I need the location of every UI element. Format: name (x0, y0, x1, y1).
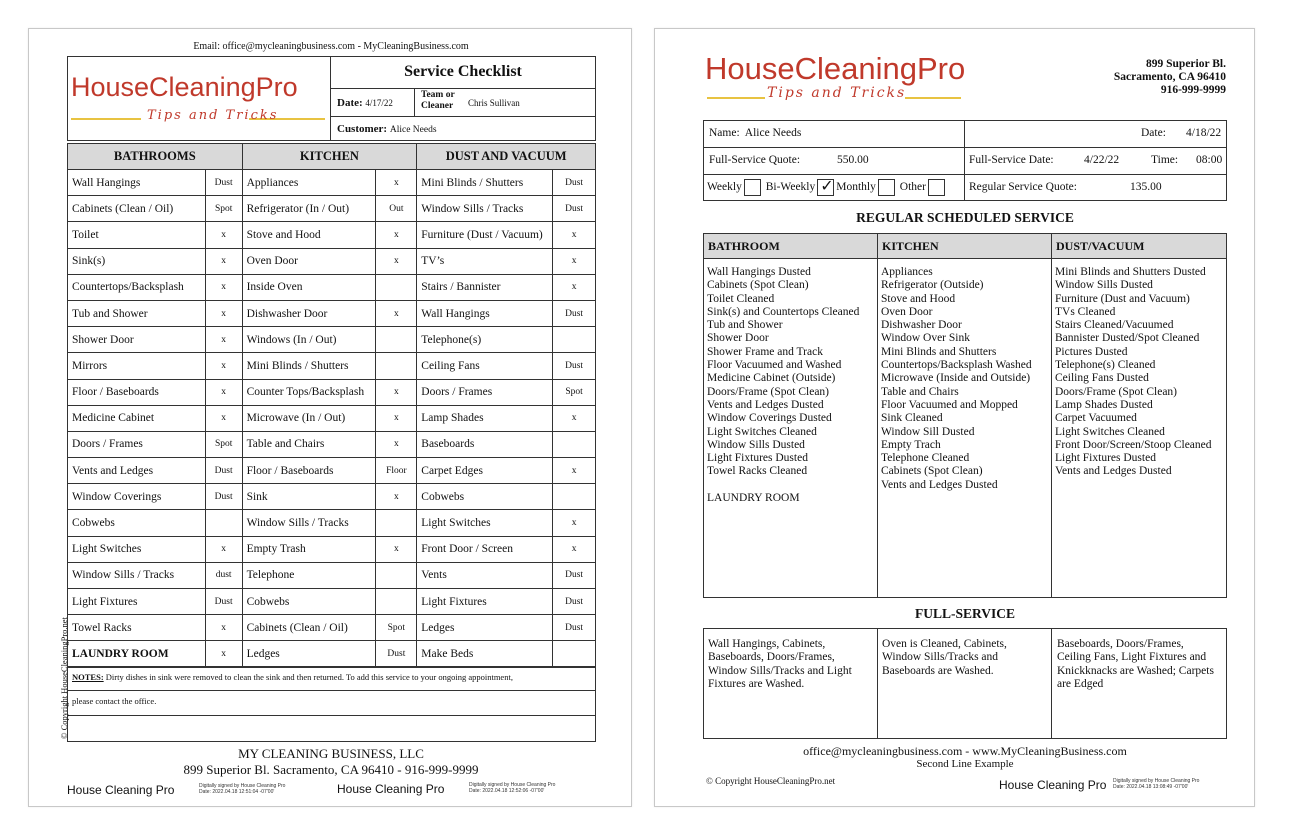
full-service-kitchen (882, 638, 1007, 678)
list-item: Window Sills Dusted (1055, 279, 1153, 292)
task-cell: Toilet (68, 222, 206, 248)
mark-cell: x (553, 274, 596, 300)
mark-cell: x (553, 405, 596, 431)
list-item: TVs Cleaned (1055, 305, 1116, 318)
table-row (68, 458, 596, 484)
list-item (707, 479, 859, 492)
regular-service-heading: REGULAR SCHEDULED SERVICE (856, 210, 1074, 225)
mark-cell: Dust (205, 170, 242, 196)
mark-cell: x (553, 510, 596, 536)
task-cell: Microwave (In / Out) (242, 405, 376, 431)
task-cell: Vents (417, 562, 553, 588)
list-item: Vents and Ledges Dusted (707, 398, 824, 411)
task-cell: Telephone (242, 562, 376, 588)
customer-label: Customer: (337, 123, 388, 135)
list-item: Sink Cleaned (881, 412, 943, 425)
mark-cell: x (205, 536, 242, 562)
task-cell: Wall Hangings (68, 170, 206, 196)
mark-cell: x (205, 379, 242, 405)
list-item: are Edged (1057, 677, 1104, 690)
table-row (68, 562, 596, 588)
check-mark-icon: ✓ (820, 177, 834, 195)
task-cell: Mini Blinds / Shutters (242, 353, 376, 379)
time-value: 08:00 (1196, 154, 1223, 166)
team-label: Team or (421, 90, 455, 100)
list-item: Lamp Shades Dusted (1055, 398, 1153, 411)
list-item: Window Coverings Dusted (707, 412, 832, 425)
mark-cell: Dust (553, 196, 596, 222)
list-item: Baseboards, Doors/Frames, (708, 651, 835, 664)
task-cell: Inside Oven (242, 274, 376, 300)
task-cell: Cobwebs (68, 510, 206, 536)
full-service-date-value: 4/22/22 (1084, 154, 1120, 166)
list-item: Stove and Hood (881, 292, 956, 305)
page-title: Service Checklist (404, 63, 522, 80)
copyright-2: © Copyright HouseCleaningPro.net (706, 776, 836, 786)
mark-cell: x (205, 405, 242, 431)
signature-1: House Cleaning Pro (67, 783, 175, 797)
copyright-vertical: © Copyright HouseCleaningPro.net (59, 617, 69, 739)
mark-cell (553, 431, 596, 457)
regular-quote-value: 135.00 (1130, 181, 1162, 193)
mark-cell: Dust (553, 170, 596, 196)
list-item: Doors/Frame (Spot Clean) (1055, 385, 1178, 398)
task-cell: Make Beds (417, 641, 553, 667)
signature-2-meta: Digitally signed by House Cleaning Pro Date: 2022.04.18 12:52:06 -07'00' (469, 782, 556, 794)
mark-cell: Spot (205, 196, 242, 222)
table-row (68, 641, 596, 667)
task-cell: Towel Racks (68, 615, 206, 641)
date-label: Date: (337, 97, 363, 109)
signature-1-meta: Digitally signed by House Cleaning Pro Date: 2022.04.18 12:51:04 -07'00' (199, 783, 286, 795)
task-cell: TV’s (417, 248, 553, 274)
task-cell: Window Sills / Tracks (417, 196, 553, 222)
mark-cell (205, 510, 242, 536)
task-cell: Appliances (242, 170, 376, 196)
mark-cell: x (553, 222, 596, 248)
task-cell: Floor / Baseboards (68, 379, 206, 405)
task-cell: Floor / Baseboards (242, 458, 376, 484)
full-service-date-label: Full-Service Date: (969, 154, 1054, 166)
footer-business-name: MY CLEANING BUSINESS, LLC (238, 746, 424, 761)
column-header-dust: DUST AND VACUUM (417, 144, 596, 170)
column-header-kitchen-2: KITCHEN (882, 239, 939, 253)
mark-cell: Dust (553, 589, 596, 615)
signature-3: House Cleaning Pro (999, 778, 1107, 792)
list-item: Ceiling Fans, Light Fixtures and (1057, 651, 1207, 664)
list-item: Dishwasher Door (881, 319, 962, 332)
logo-tagline: Tips and Tricks (147, 108, 279, 123)
mark-cell: Spot (205, 431, 242, 457)
list-item: LAUNDRY ROOM (707, 492, 800, 505)
full-service-heading: FULL-SERVICE (914, 606, 1016, 621)
list-item: Toilet Cleaned (707, 292, 775, 305)
list-item: Towel Racks Cleaned (707, 465, 808, 478)
column-header-bathroom: BATHROOM (708, 239, 780, 253)
mark-cell (376, 589, 417, 615)
list-item: Microwave (Inside and Outside) (881, 372, 1031, 385)
dust-items (1055, 266, 1212, 479)
task-cell: Vents and Ledges (68, 458, 206, 484)
task-cell: Furniture (Dust / Vacuum) (417, 222, 553, 248)
mark-cell: dust (205, 562, 242, 588)
team-value: Chris Sullivan (468, 98, 520, 108)
list-item: Mini Blinds and Shutters Dusted (1055, 266, 1206, 278)
date-value: 4/17/22 (365, 98, 393, 108)
task-cell: Oven Door (242, 248, 376, 274)
table-row (68, 300, 596, 326)
task-cell: Ceiling Fans (417, 353, 553, 379)
mark-cell: x (205, 300, 242, 326)
list-item: Table and Chairs (881, 385, 959, 398)
mark-cell: x (376, 300, 417, 326)
mark-cell (376, 274, 417, 300)
table-row (68, 589, 596, 615)
mark-cell: Dust (376, 641, 417, 667)
checklist-page: Email: office@mycleaningbusiness.com - MyCleaningBusiness.com HouseCleaningPro Tips and Tricks Service Checklist Date: 4/17/22 Team or Cleaner Chris Sullivan Customer: Alice Needs BATHROOMS KITCHEN DUST AND VACUUM Wall Hangings Dust Appliances x Mini Blinds / Shutters Dust Cabinets (Clean / Oil) Spot Refrigerator (In / Out) Out Window Sills / Tracks Dust Toilet x Stove and Hood x Furniture (Dust / Vacuum) x Sink(s) x Oven Door x TV’s x Countertops/Backsplash x Inside Oven Stairs / Bannister x Tub and Shower x Dishwasher Door x Wall Hangings Dust Shower Door x Windows (In / Out) Telephone(s) Mirrors x Mini Blinds / Shutters Ceiling Fans Dust Floor / Baseboards x Counter Tops/Backsplash x Doors / Frames Spot Medicine Cabinet x Microwave (In / Out) x Lamp Shades x Doors / Frames Spot Table and Chairs x Baseboards Vents and Ledges Dust Floor / Baseboards Floor Carpet Edges x Window Coverings Dust Sink x Cobwebs Cobwebs Window Sills / Tracks Light Switches x Light Switches x Empty Trash x Front Door / Screen x Window Sills / Tracks dust Telephone Vents Dust Light Fixtures Dust Cobwebs Light Fixtures Dust Towel Racks x Cabinets (Clean / Oil) Spot Ledges Dust LAUNDRY ROOM x Ledges Dust Make Beds NOTES: Dirty dishes in sink were removed to clean the sink and then returned. To add this service to your ongoing appointment, please contact the office. MY CLEANING BUSINESS, LLC 899 Superior Bl. Sacramento, CA 96410 - 916-999-9999 House Cleaning Pro Digitally signed by House Cleaning Pro Date: 2022.04.18 12:51:04 -07'00' House Cleaning Pro Digitally signed by House Cleaning Pro Date: 2022.04.18 12:52:06 -07'00' © Copyright HouseCleaningPro.net (28, 28, 632, 807)
task-cell: Cobwebs (242, 589, 376, 615)
task-cell: Stairs / Bannister (417, 274, 553, 300)
mark-cell (376, 510, 417, 536)
list-item: Doors/Frame (Spot Clean) (707, 385, 830, 398)
mark-cell: Spot (376, 615, 417, 641)
task-cell: Shower Door (68, 327, 206, 353)
table-row (68, 510, 596, 536)
list-item: Mini Blinds and Shutters (881, 345, 997, 358)
task-cell: Front Door / Screen (417, 536, 553, 562)
checklist-table (67, 143, 596, 668)
mark-cell: x (205, 274, 242, 300)
task-cell: Sink (242, 484, 376, 510)
list-item: Furniture (Dust and Vacuum) (1055, 292, 1190, 305)
service-summary-page (654, 28, 1255, 807)
mark-cell: Out (376, 196, 417, 222)
footer-second-line: Second Line Example (916, 758, 1014, 770)
list-item: Knickknacks are Washed; Carpets (1057, 664, 1214, 677)
signature-3-meta: Digitally signed by House Cleaning Pro Date: 2022.04.18 13:08:49 -07'00' (1113, 778, 1200, 790)
list-item: Window Sills/Tracks and Light (708, 664, 852, 677)
list-item: Empty Trach (881, 438, 941, 451)
list-item: Baseboards, Doors/Frames, (1057, 638, 1184, 650)
list-item: Window Sill Dusted (881, 425, 975, 438)
list-item: Light Fixtures Dusted (1055, 452, 1156, 465)
task-cell: Mini Blinds / Shutters (417, 170, 553, 196)
mark-cell: x (553, 536, 596, 562)
bathroom-items (707, 266, 859, 505)
list-item: Pictures Dusted (1055, 345, 1128, 358)
list-item: Telephone Cleaned (881, 452, 970, 465)
mark-cell: x (376, 484, 417, 510)
list-item: Fixtures are Washed. (708, 677, 805, 690)
biweekly-checkbox[interactable] (817, 179, 834, 196)
list-item: Medicine Cabinet (Outside) (707, 372, 836, 385)
task-cell: Cabinets (Clean / Oil) (68, 196, 206, 222)
list-item: Appliances (881, 266, 933, 278)
list-item: Oven is Cleaned, Cabinets, (882, 638, 1007, 650)
task-cell: Doors / Frames (417, 379, 553, 405)
task-cell: Tub and Shower (68, 300, 206, 326)
mark-cell (376, 562, 417, 588)
mark-cell: x (205, 615, 242, 641)
list-item: Window Over Sink (881, 332, 970, 345)
task-cell: Dishwasher Door (242, 300, 376, 326)
mark-cell: Dust (205, 484, 242, 510)
list-item: Window Sills/Tracks and (882, 651, 999, 664)
full-service-quote-label: Full-Service Quote: (709, 154, 801, 166)
mark-cell: Dust (553, 300, 596, 326)
task-cell: Baseboards (417, 431, 553, 457)
table-row (68, 274, 596, 300)
kitchen-items (881, 266, 1032, 492)
list-item: Stairs Cleaned/Vacuumed (1055, 319, 1174, 332)
task-cell: Refrigerator (In / Out) (242, 196, 376, 222)
table-row (68, 431, 596, 457)
full-service-bathroom (708, 638, 852, 691)
list-item: Oven Door (881, 305, 933, 318)
table-row (68, 248, 596, 274)
task-cell: Ledges (242, 641, 376, 667)
list-item: Light Switches Cleaned (707, 425, 817, 438)
customer-value: Alice Needs (389, 125, 437, 135)
mark-cell: Dust (553, 353, 596, 379)
mark-cell: x (205, 248, 242, 274)
mark-cell: x (553, 458, 596, 484)
mark-cell: x (376, 222, 417, 248)
mark-cell (376, 353, 417, 379)
task-cell: Window Sills / Tracks (242, 510, 376, 536)
table-row (68, 353, 596, 379)
signature-2: House Cleaning Pro (337, 782, 445, 796)
notes-text-line2: please contact the office. (72, 696, 157, 706)
date-label-2: Date: (1141, 127, 1166, 139)
footer-contact: office@mycleaningbusiness.com - www.MyCleaningBusiness.com (803, 744, 1127, 758)
table-row (68, 196, 596, 222)
column-header-kitchen: KITCHEN (242, 144, 417, 170)
mark-cell: x (376, 536, 417, 562)
list-item: Light Switches Cleaned (1055, 425, 1165, 438)
list-item: Floor Vacuumed and Mopped (881, 398, 1018, 411)
list-item: Vents and Ledges Dusted (881, 478, 998, 491)
task-cell: Wall Hangings (417, 300, 553, 326)
task-cell: Carpet Edges (417, 458, 553, 484)
list-item: Sink(s) and Countertops Cleaned (707, 305, 860, 318)
logo-tagline-2: Tips and Tricks (767, 85, 907, 101)
task-cell: Windows (In / Out) (242, 327, 376, 353)
table-row (68, 615, 596, 641)
mark-cell: Floor (376, 458, 417, 484)
weekly-checkbox[interactable] (744, 179, 761, 196)
mark-cell: Spot (553, 379, 596, 405)
list-item: Front Door/Screen/Stoop Cleaned (1055, 438, 1212, 451)
table-row (68, 536, 596, 562)
mark-cell (553, 484, 596, 510)
table-row (68, 484, 596, 510)
notes-text: NOTES: Dirty dishes in sink were removed to clean the sink and then returned. To add this service to your ongoing appointment, (72, 672, 513, 682)
list-item: Floor Vacuumed and Washed (707, 359, 842, 372)
list-item: Refrigerator (Outside) (881, 279, 984, 292)
list-item: Shower Frame and Track (707, 345, 823, 358)
mark-cell: x (553, 248, 596, 274)
mark-cell: x (376, 405, 417, 431)
task-cell: Mirrors (68, 353, 206, 379)
list-item: Light Fixtures Dusted (707, 452, 808, 465)
list-item: Wall Hangings, Cabinets, (708, 638, 826, 650)
mark-cell (376, 327, 417, 353)
column-header-dust-vacuum: DUST/VACUUM (1056, 239, 1145, 253)
regular-quote-label: Regular Service Quote: (969, 181, 1077, 193)
task-cell: Light Switches (68, 536, 206, 562)
list-item: Window Sills Dusted (707, 438, 805, 451)
full-service-quote-value: 550.00 (837, 154, 869, 166)
task-cell: Stove and Hood (242, 222, 376, 248)
task-cell: Medicine Cabinet (68, 405, 206, 431)
mark-cell (553, 327, 596, 353)
full-service-dust (1057, 638, 1214, 691)
mark-cell: x (205, 222, 242, 248)
table-row (68, 379, 596, 405)
list-item: Countertops/Backsplash Washed (881, 359, 1032, 372)
mark-cell: x (205, 641, 242, 667)
monthly-checkbox[interactable] (878, 179, 895, 196)
list-item: Cabinets (Spot Clean) (881, 465, 983, 478)
task-cell: Window Sills / Tracks (68, 562, 206, 588)
list-item: Shower Door (707, 332, 769, 345)
footer-address: 899 Superior Bl. Sacramento, CA 96410 - 916-999-9999 (183, 762, 479, 777)
mark-cell: x (205, 327, 242, 353)
table-row (68, 170, 596, 196)
email-line: Email: office@mycleaningbusiness.com - MyCleaningBusiness.com (193, 41, 469, 52)
mark-cell: x (205, 353, 242, 379)
task-cell: Light Switches (417, 510, 553, 536)
frequency-options: Weekly Bi-Weekly ✓ Monthly Other (707, 178, 947, 197)
task-cell: Countertops/Backsplash (68, 274, 206, 300)
task-cell: Doors / Frames (68, 431, 206, 457)
mark-cell: x (376, 248, 417, 274)
task-cell: Telephone(s) (417, 327, 553, 353)
task-cell: Cobwebs (417, 484, 553, 510)
mark-cell: Dust (205, 589, 242, 615)
list-item: Telephone(s) Cleaned (1055, 359, 1156, 372)
task-cell: Cabinets (Clean / Oil) (242, 615, 376, 641)
mark-cell: Dust (553, 615, 596, 641)
task-cell: Lamp Shades (417, 405, 553, 431)
list-item: Ceiling Fans Dusted (1055, 372, 1149, 385)
mark-cell (553, 641, 596, 667)
list-item: Vents and Ledges Dusted (1055, 465, 1172, 478)
company-logo-2: HouseCleaningPro (705, 51, 966, 86)
company-address: 899 Superior Bl. Sacramento, CA 96410 916-999-9999 (1113, 58, 1226, 96)
task-cell: Ledges (417, 615, 553, 641)
task-cell: Light Fixtures (68, 589, 206, 615)
date-value-2: 4/18/22 (1186, 127, 1222, 139)
mark-cell: x (376, 379, 417, 405)
table-row (68, 222, 596, 248)
list-item: Cabinets (Spot Clean) (707, 279, 809, 292)
list-item: Wall Hangings Dusted (707, 266, 811, 278)
list-item: Baseboards are Washed. (882, 664, 994, 677)
mark-cell: Dust (205, 458, 242, 484)
task-cell: Empty Trash (242, 536, 376, 562)
table-row (68, 327, 596, 353)
list-item: Bannister Dusted/Spot Cleaned (1055, 332, 1200, 345)
list-item: Carpet Vacuumed (1055, 412, 1137, 425)
mark-cell: x (376, 431, 417, 457)
column-header-bathrooms: BATHROOMS (68, 144, 243, 170)
other-checkbox[interactable] (928, 179, 945, 196)
task-cell: Table and Chairs (242, 431, 376, 457)
task-cell: Sink(s) (68, 248, 206, 274)
mark-cell: Dust (553, 562, 596, 588)
table-row (68, 405, 596, 431)
task-cell: Window Coverings (68, 484, 206, 510)
list-item: Tub and Shower (707, 319, 783, 332)
mark-cell: x (376, 170, 417, 196)
company-logo: HouseCleaningPro (71, 72, 298, 102)
time-label: Time: (1151, 154, 1179, 166)
task-cell: Counter Tops/Backsplash (242, 379, 376, 405)
name-field: Name: Alice Needs (709, 127, 802, 139)
task-cell: LAUNDRY ROOM (68, 641, 206, 667)
task-cell: Light Fixtures (417, 589, 553, 615)
